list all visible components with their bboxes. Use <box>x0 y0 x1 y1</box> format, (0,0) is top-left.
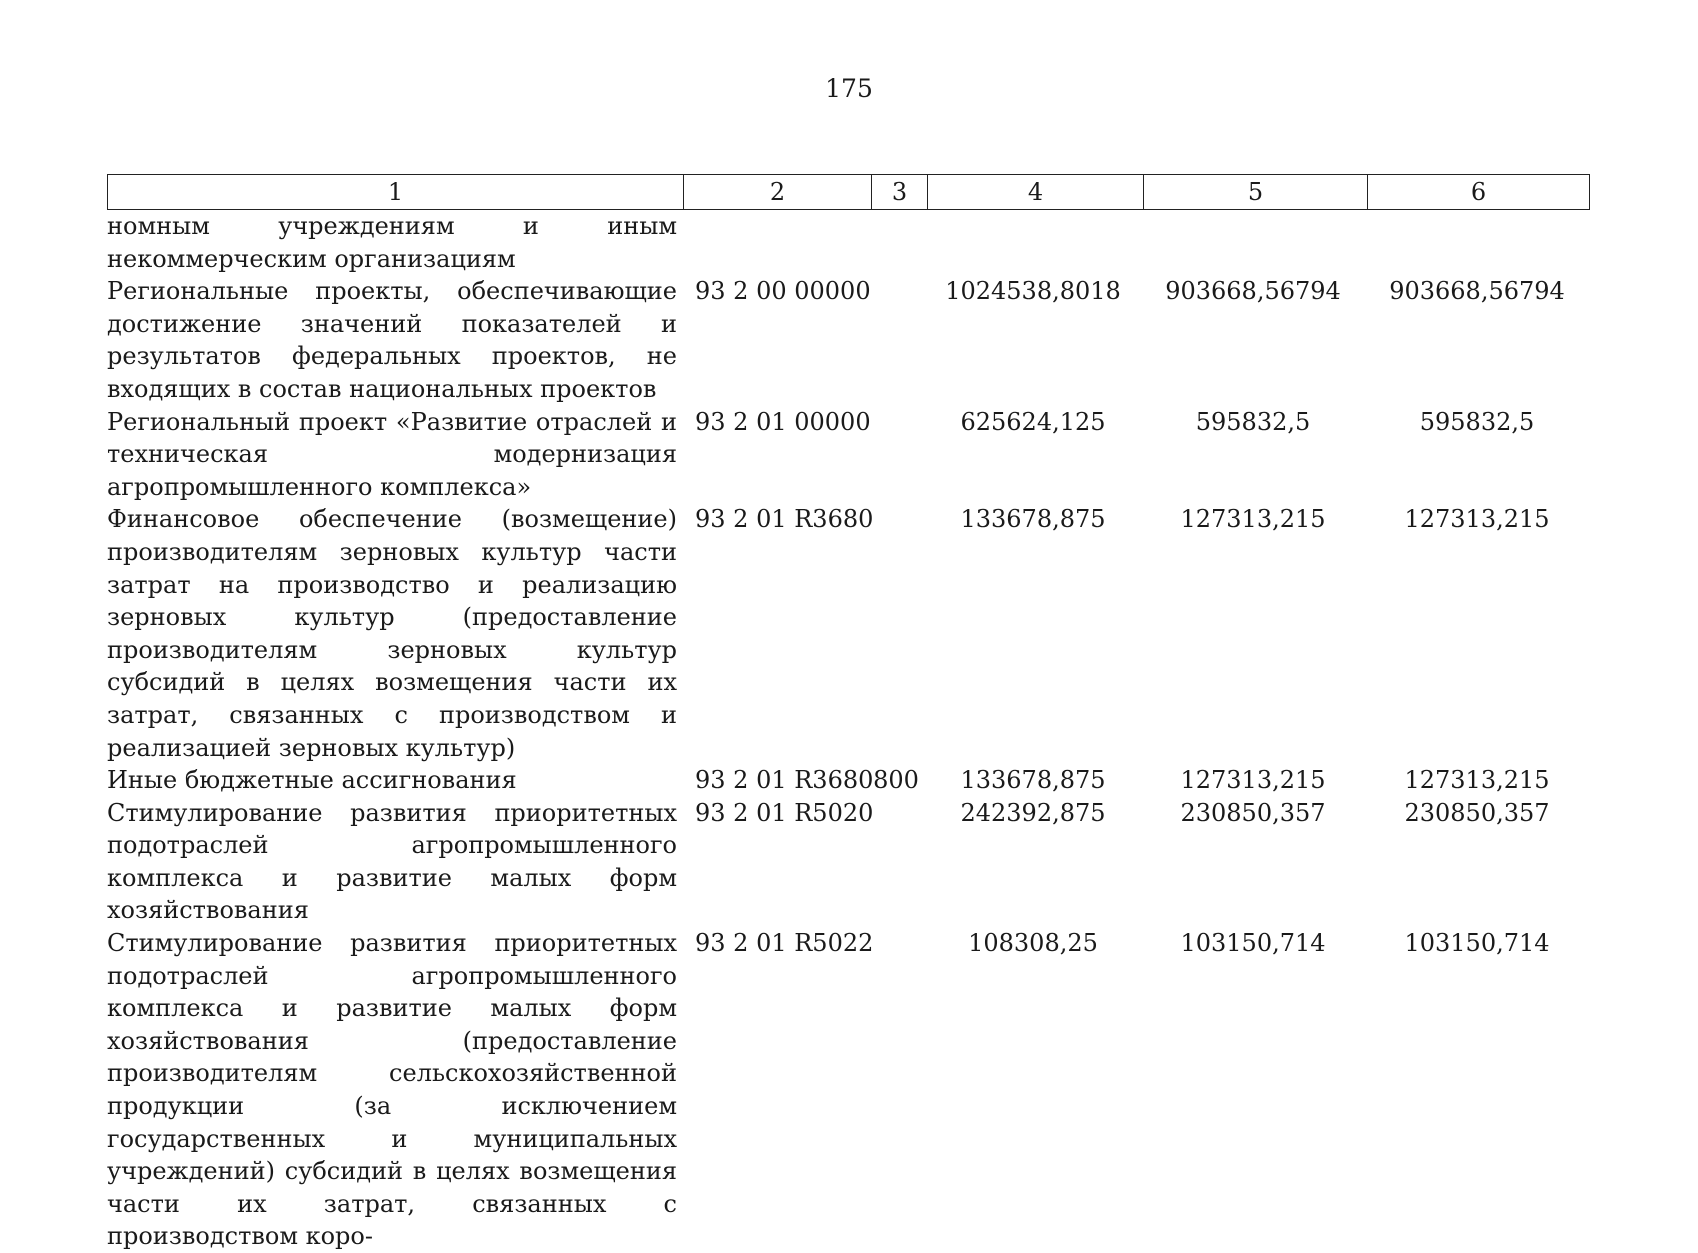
row-value-5: 230850,357 <box>1180 798 1326 827</box>
page-number: 175 <box>825 74 873 103</box>
row-code: 93 2 00 00000 <box>695 277 871 306</box>
row-value-4: 108308,25 <box>968 929 1098 958</box>
row-name: Региональные проекты, обеспечивающие достижение значений показателей и результатов федеральных проектов, не входящих в состав национальных проектов <box>107 277 677 403</box>
row-value-5: 103150,714 <box>1180 929 1326 958</box>
header-col-2: 2 <box>684 175 872 210</box>
row-value-6: 595832,5 <box>1419 407 1535 436</box>
header-col-1: 1 <box>108 175 684 210</box>
row-value-4: 133678,875 <box>960 505 1106 534</box>
table-row <box>107 797 1589 927</box>
row-value-6: 103150,714 <box>1404 929 1550 958</box>
table-row <box>107 503 1589 764</box>
row-name: Стимулирование развития приоритетных подотраслей агропромышленного комплекса и развитие малых форм хозяйствования (предоставление производителям сельскохозяйственной продукции (за исключением государственных и муниципальных учреждений) субсидий в целях возмещения части их затрат, связанных с производством коро- <box>107 929 677 1251</box>
row-value-4: 1024538,8018 <box>945 277 1121 306</box>
header-col-4: 4 <box>928 175 1144 210</box>
row-value-6: 903668,56794 <box>1389 277 1565 306</box>
row-type: 800 <box>873 766 919 795</box>
row-name: Иные бюджетные ассигнования <box>107 766 517 795</box>
header-col-6: 6 <box>1368 175 1590 210</box>
table-row <box>107 275 1589 405</box>
row-name: Финансовое обеспечение (возмещение) производителям зерновых культур части затрат на производство и реализацию зерновых культур (предоставление производителям зерновых культур субсидий в целях возмещения части их затрат, связанных с производством и реализацией зерновых культур) <box>107 505 677 762</box>
row-value-4: 625624,125 <box>960 407 1106 436</box>
row-name: номным учреждениям и иным некоммерческим организациям <box>107 212 677 273</box>
table-body <box>107 210 1589 1253</box>
row-value-5: 595832,5 <box>1195 407 1311 436</box>
row-code: 93 2 01 00000 <box>695 407 871 436</box>
table-row <box>107 927 1589 1253</box>
table-header <box>107 174 1590 210</box>
row-value-5: 127313,215 <box>1180 505 1326 534</box>
row-value-4: 242392,875 <box>960 798 1106 827</box>
row-code: 93 2 01 R3680 <box>695 766 874 795</box>
row-value-6: 230850,357 <box>1404 798 1550 827</box>
table-row <box>107 764 1589 797</box>
row-value-6: 127313,215 <box>1404 505 1550 534</box>
row-value-5: 903668,56794 <box>1165 277 1341 306</box>
row-name: Региональный проект «Развитие отраслей и техническая модернизация агропромышленного комплекса» <box>107 407 677 501</box>
row-name: Стимулирование развития приоритетных подотраслей агропромышленного комплекса и развитие малых форм хозяйствования <box>107 798 677 925</box>
row-value-5: 127313,215 <box>1180 766 1326 795</box>
table-row <box>107 406 1589 504</box>
row-code: 93 2 01 R5022 <box>695 929 874 958</box>
row-value-6: 127313,215 <box>1404 766 1550 795</box>
row-code: 93 2 01 R5020 <box>695 798 874 827</box>
table-row <box>107 210 1589 275</box>
row-code: 93 2 01 R3680 <box>695 505 874 534</box>
row-value-4: 133678,875 <box>960 766 1106 795</box>
header-col-5: 5 <box>1144 175 1368 210</box>
header-col-3: 3 <box>872 175 928 210</box>
